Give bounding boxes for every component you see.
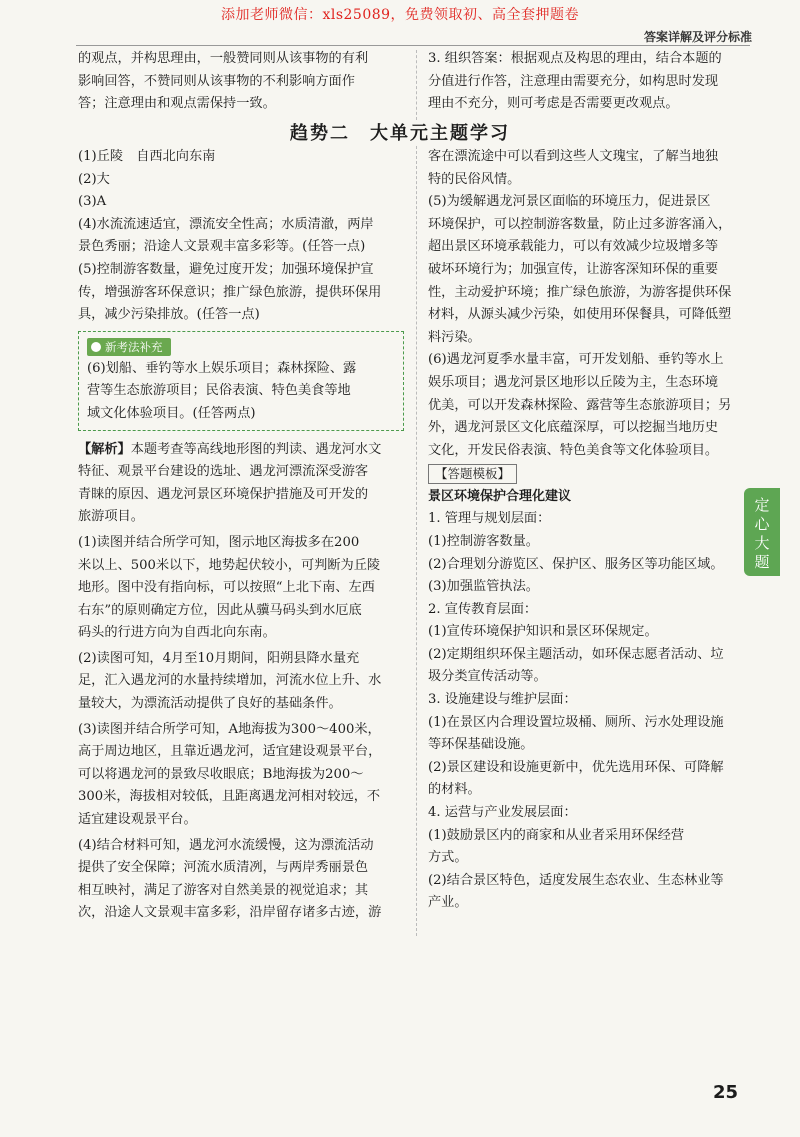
- template-item: 等环保基础设施。: [428, 737, 534, 753]
- analysis-line: (3)读图并结合所学可知，A地海拔为300～400米，: [78, 721, 381, 737]
- header-rule: [76, 45, 750, 46]
- analysis-line: 娱乐项目；遇龙河景区地形以丘陵为主，生态环境: [428, 374, 719, 390]
- analysis-line: (5)为缓解遇龙河景区面临的环境压力，促进景区: [428, 194, 711, 210]
- template-item: (1)宣传环境保护知识和景区环保规定。: [428, 624, 658, 640]
- analysis-line: 相互映衬，满足了游客对自然美景的视觉追求；其: [78, 882, 369, 898]
- leaf-icon: [91, 342, 101, 352]
- analysis-line: (1)读图并结合所学可知，图示地区海拔多在200: [78, 534, 360, 550]
- top-left-text: [78, 48, 404, 116]
- analysis-line: 文化，开发民俗表演、特色美食等文化体验项目。: [428, 442, 719, 458]
- analysis-label: 【解析】: [78, 441, 131, 457]
- template-item: (3)加强监管执法。: [428, 579, 539, 595]
- template-item: (1)控制游客数量。: [428, 533, 539, 549]
- answer-line: (1)丘陵 自西北向东南: [78, 149, 216, 164]
- analysis-line: 材料，从源头减少污染，如使用环保餐具，可降低塑: [428, 307, 732, 323]
- template-item: 1. 管理与规划层面：: [428, 511, 551, 527]
- answer-line: 具，减少污染排放。(任答一点): [78, 307, 260, 323]
- analysis-line: 超出景区环境承载能力，可以有效减少垃圾增多等: [428, 239, 719, 255]
- page-number: 25: [712, 1082, 738, 1103]
- analysis-line: 优美，可以开发森林探险、露营等生态旅游项目；另: [428, 397, 732, 413]
- analysis-line: 客在漂流途中可以看到这些人文瑰宝，了解当地独: [428, 149, 719, 164]
- template-item: (2)结合景区特色，适度发展生态农业、生态林业等: [428, 872, 724, 888]
- addon-line: 营等生态旅游项目；民俗表演、特色美食等地: [87, 383, 351, 399]
- answer-line: 景色秀丽；沿途人文景观丰富多彩等。(任答一点): [78, 239, 366, 255]
- analysis-line: (2)读图可知，4月至10月期间，阳朔县降水量充: [78, 650, 360, 666]
- analysis-line: 料污染。: [428, 329, 481, 345]
- top-right-text: [428, 48, 750, 116]
- new-method-label: [87, 338, 171, 356]
- text-line: 的观点，并构思理由，一般赞同则从该事物的有利: [78, 51, 369, 66]
- analysis-line: 特的民俗风情。: [428, 171, 521, 187]
- analysis-line: 地形。图中没有指向标，可以按照“上北下南、左西: [78, 580, 375, 596]
- analysis-line: 提供了安全保障；河流水质清冽，与两岸秀丽景色: [78, 860, 369, 876]
- analysis-line: 码头的行进方向为自西北向东南。: [78, 625, 276, 641]
- template-item: (2)定期组织环保主题活动，如环保志愿者活动、垃: [428, 646, 724, 662]
- template-item: 方式。: [428, 850, 468, 866]
- analysis-line: 旅游项目。: [78, 509, 144, 525]
- analysis-line: 高于周边地区，且靠近遇龙河，适宜建设观景平台，: [78, 744, 382, 760]
- side-tab-char: 定: [754, 496, 770, 514]
- template-title: 景区环境保护合理化建议: [428, 489, 572, 505]
- new-method-label-text: 新考法补充: [105, 339, 163, 354]
- analysis-line: 右东”的原则确定方位，因此从骥马码头到水厄底: [78, 602, 362, 618]
- analysis-line: 量较大，为漂流活动提供了良好的基础条件。: [78, 696, 342, 712]
- addon-line: 域文化体验项目。(任答两点): [87, 405, 256, 421]
- column-divider: [416, 50, 417, 120]
- text-line: 分值进行作答，注意理由需要充分，如构思时发现: [428, 73, 719, 89]
- template-item: (1)鼓励景区内的商家和从业者采用环保经营: [428, 827, 685, 843]
- text-line: 答；注意理由和观点需保持一致。: [78, 96, 276, 112]
- analysis-line: 米以上、500米以下，地势起伏较小，可判断为丘陵: [78, 557, 381, 573]
- side-tab-char: 题: [754, 553, 770, 571]
- watermark-banner: 添加老师微信：xls25089，免费领取初、高全套押题卷: [220, 7, 580, 23]
- text-line: 影响回答，不赞同则从该事物的不利影响方面作: [78, 73, 355, 89]
- right-column: [428, 146, 750, 915]
- template-item: 的材料。: [428, 782, 481, 798]
- template-item: (2)合理划分游览区、保护区、服务区等功能区域。: [428, 556, 724, 572]
- analysis-line: 环境保护，可以控制游客数量，防止过多游客涌入，: [428, 216, 732, 232]
- template-item: (2)景区建设和设施更新中，优先选用环保、可降解: [428, 759, 724, 775]
- text-line: 理由不充分，则可考虑是否需要更改观点。: [428, 96, 679, 112]
- side-chapter-tab[interactable]: [744, 488, 780, 576]
- header-label: 答案详解及评分标准: [643, 30, 752, 44]
- template-item: 3. 设施建设与维护层面：: [428, 692, 577, 708]
- template-item: (1)在景区内合理设置垃圾桶、厕所、污水处理设施: [428, 714, 724, 730]
- text-line: 3. 组织答案：根据观点及构思的理由，结合本题的: [428, 51, 722, 66]
- analysis-line: (6)遇龙河夏季水量丰富，可开发划船、垂钓等水上: [428, 352, 724, 368]
- column-divider: [416, 146, 417, 936]
- left-column: [78, 146, 404, 925]
- answer-line: (3)A: [78, 194, 107, 210]
- answer-line: (2)大: [78, 171, 110, 187]
- template-item: 产业。: [428, 895, 468, 911]
- analysis-line: 300米，海拔相对较低，且距离遇龙河相对较远，不: [78, 789, 381, 805]
- analysis-line: 外，遇龙河景区文化底蕴深厚，可以挖掘当地历史: [428, 420, 719, 436]
- analysis-line: (4)结合材料可知，遇龙河水流缓慢，这为漂流活动: [78, 837, 374, 853]
- side-tab-char: 心: [754, 515, 770, 533]
- analysis-intro: [78, 439, 404, 462]
- analysis-line: 可以将遇龙河的景致尽收眼底；B地海拔为200～: [78, 766, 364, 782]
- section-title: 趋势二 大单元主题学习: [290, 123, 510, 144]
- addon-line: (6)划船、垂钓等水上娱乐项目；森林探险、露: [87, 360, 357, 376]
- analysis-line: 性，主动爱护环境；推广绿色旅游，为游客提供环保: [428, 284, 732, 300]
- analysis-line: 适宜建设观景平台。: [78, 812, 197, 828]
- analysis-line: 次，沿途人文景观丰富多彩，沿岸留存诸多古迹，游: [78, 905, 382, 921]
- answer-line: 传，增强游客环保意识；推广绿色旅游，提供环保用: [78, 284, 382, 300]
- analysis-line: 青睐的原因、遇龙河景区环境保护措施及可开发的: [78, 486, 369, 502]
- new-method-box: [78, 331, 404, 431]
- answer-line: (4)水流流速适宜，漂流安全性高；水质清澈，两岸: [78, 216, 374, 232]
- analysis-line: 特征、观景平台建设的选址、遇龙河漂流深受游客: [78, 464, 369, 480]
- template-item: 圾分类宣传活动等。: [428, 669, 547, 685]
- analysis-text: 本题考查等高线地形图的判读、遇龙河水文: [130, 441, 382, 457]
- template-tag: 【答题模板】: [428, 464, 517, 484]
- answer-line: (5)控制游客数量，避免过度开发；加强环境保护宣: [78, 261, 374, 277]
- analysis-line: 破坏环境行为；加强宣传，让游客深知环保的重要: [428, 261, 719, 277]
- template-item: 4. 运营与产业发展层面：: [428, 805, 577, 821]
- analysis-line: 足，汇入遇龙河的水量持续增加，河流水位上升、水: [78, 673, 382, 689]
- template-item: 2. 宣传教育层面：: [428, 601, 538, 617]
- side-tab-char: 大: [754, 534, 770, 552]
